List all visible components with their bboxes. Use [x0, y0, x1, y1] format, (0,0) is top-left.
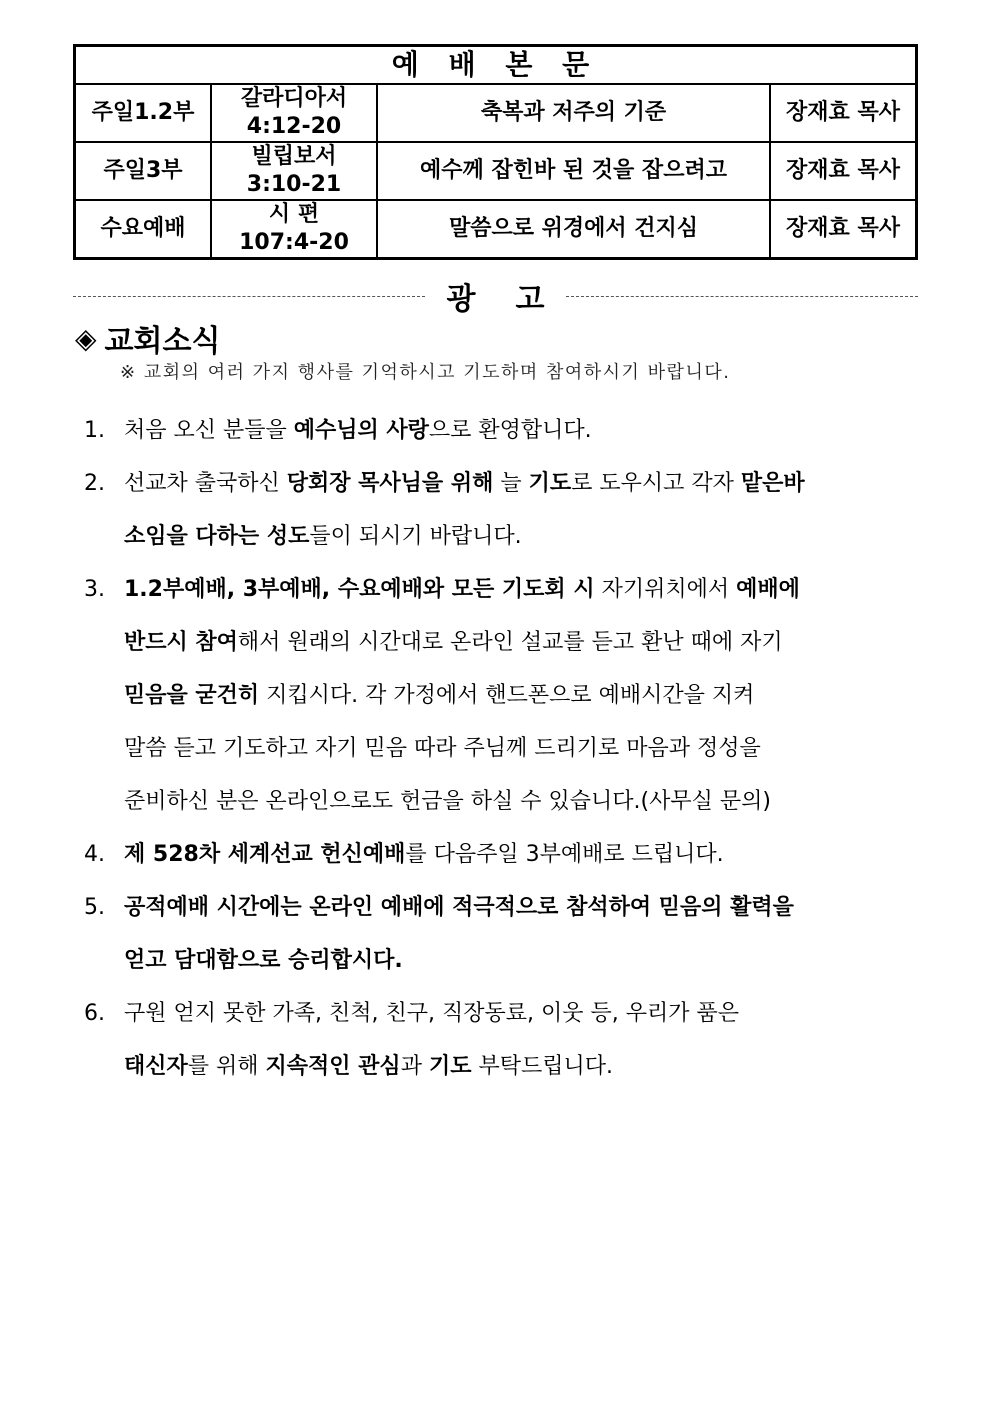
- news-text: 해서 원래의 시간대로 온라인 설교를 듣고 환난 때에 자기: [237, 630, 783, 655]
- news-item-number: 2.: [84, 471, 105, 496]
- emphasized-text: 당회장 목사님을 위해: [286, 471, 494, 496]
- news-item-line: [84, 881, 884, 934]
- news-text: 로 도우시고 각자: [571, 471, 741, 496]
- church-news-note: ※ 교회의 여러 가지 행사를 기억하시고 기도하며 참여하시기 바랍니다.: [120, 362, 731, 383]
- news-text: 자기위치에서: [594, 577, 737, 602]
- scripture-verse: 4:12-20: [246, 114, 342, 139]
- news-item: [84, 563, 884, 828]
- emphasized-text: 기도: [528, 471, 572, 496]
- news-item-line: [84, 510, 884, 563]
- news-item-number: 5.: [84, 895, 105, 920]
- scripture-book: 시 편: [268, 202, 320, 227]
- news-item: [84, 881, 884, 987]
- service-cell: 주일1.2부: [75, 84, 212, 142]
- table-row: [75, 200, 917, 259]
- announcement-title: 광고: [446, 282, 585, 317]
- dashed-divider: [566, 296, 918, 297]
- sermon-title-cell: 축복과 저주의 기준: [377, 84, 770, 142]
- emphasized-text: 믿음을 굳건히: [124, 683, 260, 708]
- news-item-line: [84, 404, 884, 457]
- news-text: 말씀 듣고 기도하고 자기 믿음 따라 주님께 드리기로 마음과 정성을: [124, 736, 761, 761]
- news-text: 준비하신 분은 온라인으로도 헌금을 하실 수 있습니다.(사무실 문의): [124, 789, 771, 814]
- church-news-title: 교회소식: [104, 324, 221, 359]
- emphasized-text: 예수님의 사랑: [293, 418, 429, 443]
- preacher-cell: 장재효 목사: [770, 84, 917, 142]
- news-text: 으로 환영합니다.: [428, 418, 592, 443]
- preacher-cell: 장재효 목사: [770, 200, 917, 259]
- news-item-line: [84, 669, 884, 722]
- news-text: 지킵시다. 각 가정에서 핸드폰으로 예배시간을 지켜: [259, 683, 755, 708]
- news-item-line: [84, 775, 884, 828]
- news-item-line: [84, 987, 884, 1040]
- news-text: 를 위해: [187, 1054, 266, 1079]
- scripture-verse: 3:10-21: [246, 172, 342, 197]
- news-item: [84, 457, 884, 563]
- scripture-cell: [211, 200, 377, 259]
- news-text: 선교차 출국하신: [124, 471, 287, 496]
- news-item: [84, 828, 884, 881]
- church-news-heading: [75, 318, 220, 358]
- news-text: 를 다음주일 3부예배로 드립니다.: [405, 842, 724, 867]
- service-cell: 주일3부: [75, 142, 212, 200]
- news-item: [84, 404, 884, 457]
- diamond-icon: ◈: [75, 321, 97, 355]
- emphasized-text: 공적예배 시간에는 온라인 예배에 적극적으로 참석하여 믿음의 활력을: [124, 895, 794, 920]
- dashed-divider: [73, 296, 425, 297]
- church-news-list: [84, 404, 884, 1093]
- news-text: 들이 되시기 바랍니다.: [309, 524, 522, 549]
- sermon-title-cell: 말씀으로 위경에서 건지심: [377, 200, 770, 259]
- news-text: 구원 얻지 못한 가족, 친척, 친구, 직장동료, 이웃 등, 우리가 품은: [124, 1001, 739, 1026]
- news-item-line: [84, 934, 884, 987]
- news-item-line: [84, 828, 884, 881]
- emphasized-text: 소임을 다하는 성도: [124, 524, 310, 549]
- scripture-cell: [211, 142, 377, 200]
- news-text: 과: [400, 1054, 429, 1079]
- news-text: 처음 오신 분들을: [124, 418, 294, 443]
- emphasized-text: 지속적인 관심: [265, 1054, 401, 1079]
- news-text: 늘: [493, 471, 529, 496]
- news-item: [84, 987, 884, 1093]
- preacher-cell: 장재효 목사: [770, 142, 917, 200]
- scripture-book: 갈라디아서: [240, 86, 348, 111]
- scripture-verse: 107:4-20: [239, 230, 349, 255]
- news-item-number: 1.: [84, 418, 105, 443]
- scripture-cell: [211, 84, 377, 142]
- service-cell: 수요예배: [75, 200, 212, 259]
- sermon-title-cell: 예수께 잡힌바 된 것을 잡으려고: [377, 142, 770, 200]
- scripture-book: 빌립보서: [251, 144, 337, 169]
- emphasized-text: 제 528차 세계선교 헌신예배: [124, 842, 406, 867]
- news-item-number: 4.: [84, 842, 105, 867]
- emphasized-text: 예배에: [736, 577, 800, 602]
- emphasized-text: 기도: [428, 1054, 472, 1079]
- announcement-header: [73, 276, 918, 316]
- emphasized-text: 태신자: [124, 1054, 188, 1079]
- news-item-line: [84, 722, 884, 775]
- table-row: [75, 84, 917, 142]
- emphasized-text: 반드시 참여: [124, 630, 238, 655]
- emphasized-text: 얻고 담대함으로 승리합시다.: [124, 948, 403, 973]
- news-item-line: [84, 1040, 884, 1093]
- emphasized-text: 1.2부예배, 3부예배, 수요예배와 모든 기도회 시: [124, 577, 595, 602]
- news-item-line: [84, 616, 884, 669]
- news-item-number: 6.: [84, 1001, 105, 1026]
- worship-scripture-table: [73, 44, 918, 260]
- news-item-line: [84, 457, 884, 510]
- table-row: [75, 142, 917, 200]
- news-text: 부탁드립니다.: [471, 1054, 613, 1079]
- news-item-number: 3.: [84, 577, 105, 602]
- news-item-line: [84, 563, 884, 616]
- table-title: 예 배 본 문: [75, 46, 917, 85]
- emphasized-text: 맡은바: [740, 471, 805, 496]
